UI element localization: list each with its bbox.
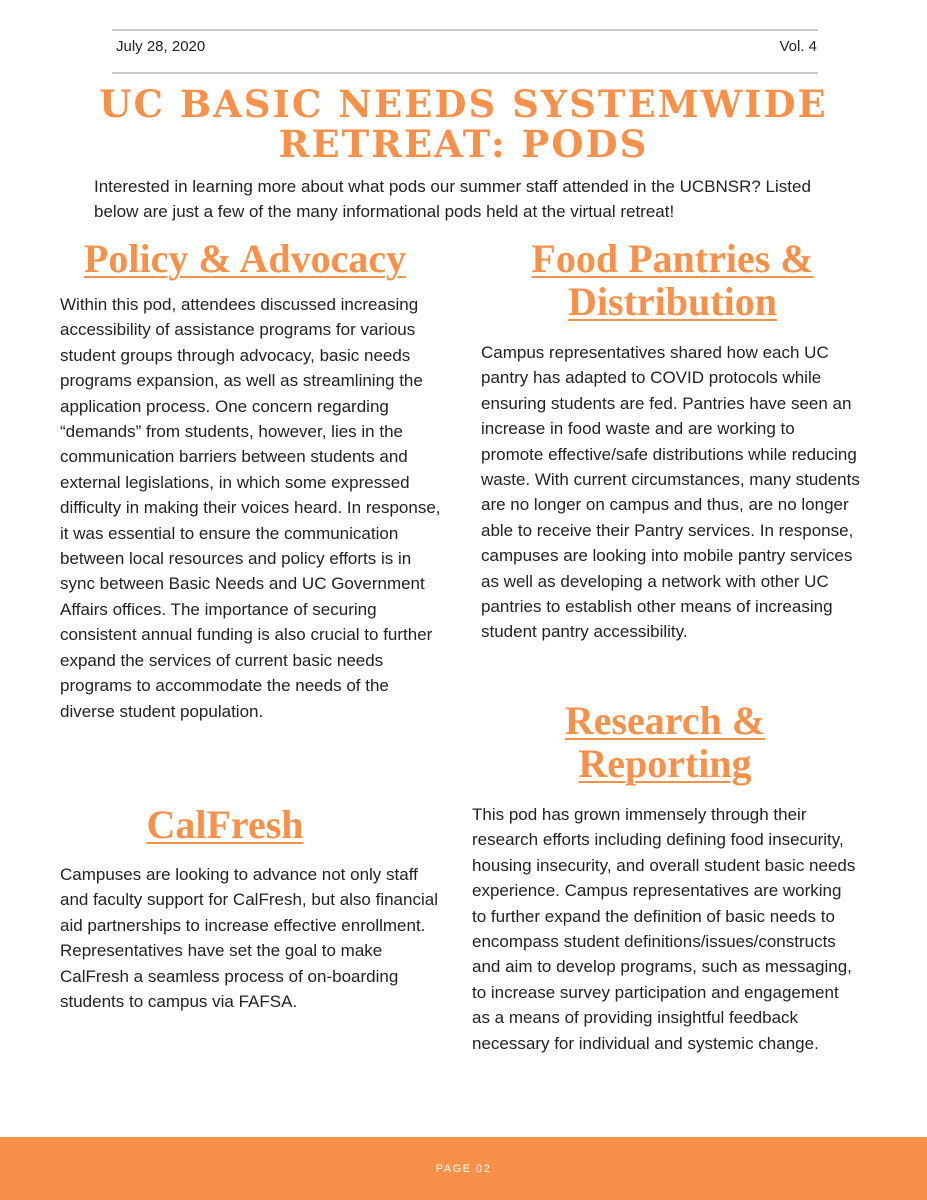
intro-paragraph: Interested in learning more about what pods our summer staff attended in the UCBNSR? Listed below are just a few of the many informational pods held at the virtual retreat! — [94, 177, 811, 221]
page-title: UC BASIC NEEDS SYSTEMWIDE RETREAT: PODS — [99, 82, 828, 166]
section-text-policy-advocacy: Within this pod, attendees discussed increasing accessibility of assistance programs for various student groups through advocacy, basic needs programs expansion, as well as streamlining the application process. One concern regarding “demands” from students, however, lies in the communication barriers between students and external legislations, in which some expressed difficulty in making their voices heard. In response, it was essential to ensure the communication between local resources and policy efforts is in sync between Basic Needs and UC Government Affairs offices. The importance of securing consistent annual funding is also crucial to further expand the services of current basic needs programs to accommodate the needs of the diverse student population. — [60, 295, 441, 721]
section-text-calfresh: Campuses are looking to advance not only staff and faculty support for CalFresh, but also financial aid partnerships to increase effective enrollment. Representatives have set the goal to make CalFresh a seamless process of on-boarding students to campus via FAFSA. — [60, 865, 438, 1012]
issue-date: July 28, 2020 — [116, 38, 206, 55]
section-title-calfresh: CalFresh — [146, 802, 304, 847]
section-title-policy-advocacy: Policy & Advocacy — [83, 236, 407, 281]
section-text-food-pantries: Campus representatives shared how each UC pantry has adapted to COVID protocols while ensuring students are fed. Pantries have seen an increase in food waste and are working to promote effective/safe distributions while reducing waste. With current circumstances, many students are no longer on campus and thus, are no longer able to receive their Pantry services. In response, campuses are looking into mobile pantry services as well as developing a network with other UC pantries to establish other means of increasing student pantry accessibility. — [481, 343, 860, 642]
header-bottom-rule — [112, 72, 818, 74]
header-top-rule — [112, 29, 818, 31]
section-text-research-reporting: This pod has grown immensely through their research efforts including defining food insecurity, housing insecurity, and overall student basic needs experience. Campus representatives are working to further expand the definition of basic needs to encompass student definitions/issues/constructs and aim to develop programs, such as messaging, to increase survey participation and engagement as a means of providing insightful feedback necessary for individual and systemic change. — [472, 805, 856, 1053]
volume-number: Vol. 4 — [779, 38, 817, 55]
page-number: PAGE 02 — [435, 1163, 492, 1175]
section-title-research-reporting: Research & Reporting — [564, 698, 766, 786]
section-title-food-pantries: Food Pantries & Distribution — [531, 236, 814, 324]
